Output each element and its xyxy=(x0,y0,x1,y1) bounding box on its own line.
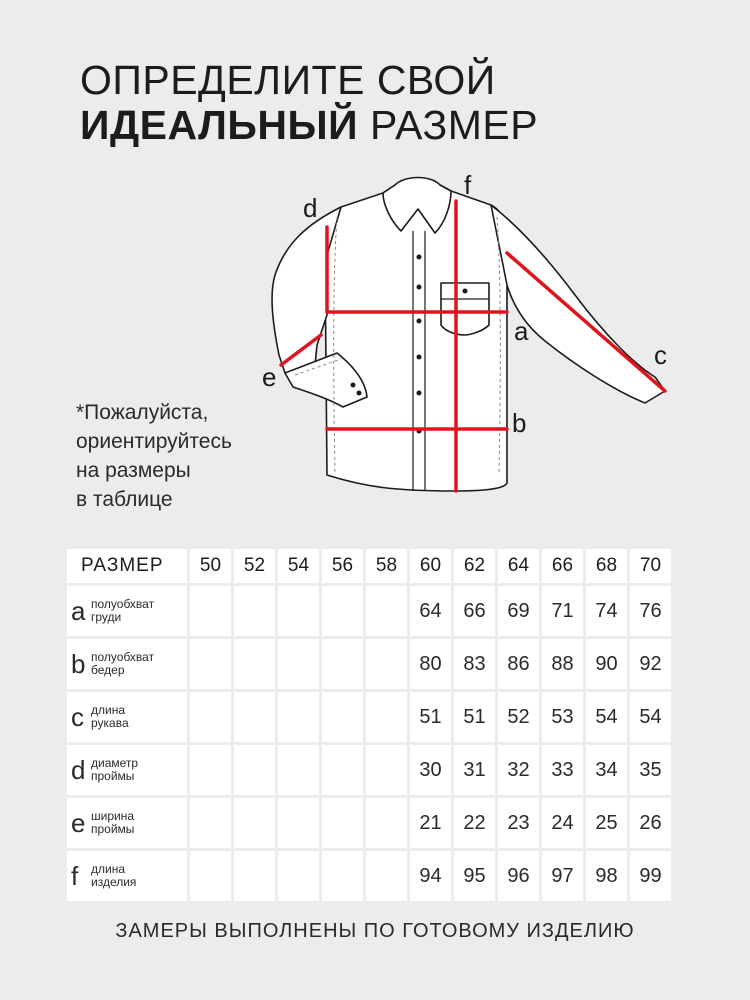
note-line: на размеры xyxy=(76,459,191,482)
table-cell: 31 xyxy=(454,745,495,795)
title-line-1: ОПРЕДЕЛИТЕ СВОЙ xyxy=(80,57,496,103)
table-cell: 33 xyxy=(542,745,583,795)
size-header-cell: 68 xyxy=(586,549,627,583)
table-row xyxy=(67,639,671,689)
row-letter: d xyxy=(71,754,86,785)
table-cell xyxy=(190,798,231,848)
table-cell xyxy=(278,745,319,795)
table-row xyxy=(67,692,671,742)
table-cell: 95 xyxy=(454,851,495,901)
table-cell: 26 xyxy=(630,798,671,848)
size-header-cell: 56 xyxy=(322,549,363,583)
dimension-label-c: c xyxy=(654,340,667,370)
table-cell xyxy=(190,745,231,795)
row-letter: f xyxy=(71,860,79,891)
table-cell: 22 xyxy=(454,798,495,848)
dimension-label-a: a xyxy=(514,316,529,346)
size-header-cell: 62 xyxy=(454,549,495,583)
row-description xyxy=(91,757,181,783)
table-cell xyxy=(322,798,363,848)
size-header-cell: 70 xyxy=(630,549,671,583)
row-label xyxy=(67,745,187,795)
table-cell xyxy=(278,798,319,848)
table-cell xyxy=(190,639,231,689)
size-header-cell: 54 xyxy=(278,549,319,583)
table-cell xyxy=(322,692,363,742)
table-cell: 94 xyxy=(410,851,451,901)
size-note xyxy=(76,398,232,514)
shirt-right-sleeve xyxy=(491,205,665,403)
table-cell xyxy=(322,851,363,901)
table-cell: 97 xyxy=(542,851,583,901)
row-label xyxy=(67,639,187,689)
row-description-line: бедер xyxy=(91,663,125,677)
table-cell xyxy=(234,745,275,795)
table-row xyxy=(67,851,671,901)
table-cell xyxy=(366,586,407,636)
table-cell: 32 xyxy=(498,745,539,795)
table-cell xyxy=(190,586,231,636)
row-description-line: длина xyxy=(91,703,126,717)
row-description-line: груди xyxy=(91,610,122,624)
table-cell xyxy=(234,639,275,689)
row-label xyxy=(67,851,187,901)
table-cell xyxy=(366,639,407,689)
row-description-line: ширина xyxy=(91,809,135,823)
table-cell: 88 xyxy=(542,639,583,689)
table-cell: 92 xyxy=(630,639,671,689)
table-cell: 51 xyxy=(410,692,451,742)
size-header-cell: 58 xyxy=(366,549,407,583)
size-table-body xyxy=(67,586,671,901)
row-letter: b xyxy=(71,648,86,679)
dimension-label-b: b xyxy=(512,408,527,438)
table-cell xyxy=(322,745,363,795)
table-cell: 23 xyxy=(498,798,539,848)
row-description-line: проймы xyxy=(91,822,135,836)
table-row xyxy=(67,798,671,848)
note-line: *Пожалуйста, xyxy=(76,401,209,424)
size-header-cell: 50 xyxy=(190,549,231,583)
table-cell: 86 xyxy=(498,639,539,689)
title-rest: РАЗМЕР xyxy=(358,102,539,148)
table-cell: 52 xyxy=(498,692,539,742)
size-table xyxy=(64,546,674,904)
table-cell: 30 xyxy=(410,745,451,795)
table-cell xyxy=(190,851,231,901)
row-description-line: рукава xyxy=(91,716,129,730)
row-description-line: полуобхват xyxy=(91,597,155,611)
table-cell: 66 xyxy=(454,586,495,636)
table-cell xyxy=(366,798,407,848)
table-cell xyxy=(278,586,319,636)
dimension-label-d: d xyxy=(303,193,318,223)
row-letter: e xyxy=(71,807,86,838)
note-line: в таблице xyxy=(76,488,173,511)
table-cell xyxy=(190,692,231,742)
table-cell: 51 xyxy=(454,692,495,742)
size-header-row xyxy=(67,549,671,583)
table-cell: 53 xyxy=(542,692,583,742)
size-header-cell: 60 xyxy=(410,549,451,583)
table-cell xyxy=(234,851,275,901)
row-description-line: полуобхват xyxy=(91,650,155,664)
table-row xyxy=(67,745,671,795)
dimension-label-e: e xyxy=(262,362,277,392)
size-header-label: РАЗМЕР xyxy=(67,549,187,583)
table-cell: 98 xyxy=(586,851,627,901)
row-description xyxy=(91,704,181,730)
table-cell: 25 xyxy=(586,798,627,848)
size-header-cell: 52 xyxy=(234,549,275,583)
table-cell: 64 xyxy=(410,586,451,636)
table-cell: 21 xyxy=(410,798,451,848)
row-label xyxy=(67,692,187,742)
table-cell xyxy=(322,639,363,689)
table-cell xyxy=(278,851,319,901)
table-cell: 80 xyxy=(410,639,451,689)
row-label xyxy=(67,798,187,848)
row-description xyxy=(91,651,181,677)
row-description-line: диаметр xyxy=(91,756,139,770)
table-cell: 99 xyxy=(630,851,671,901)
table-row xyxy=(67,586,671,636)
note-line: ориентируйтесь xyxy=(76,430,232,453)
page-title xyxy=(80,58,538,148)
row-description-line: длина xyxy=(91,862,126,876)
table-cell xyxy=(278,639,319,689)
row-label xyxy=(67,586,187,636)
row-description xyxy=(91,598,181,624)
table-cell: 69 xyxy=(498,586,539,636)
row-letter: c xyxy=(71,701,84,732)
table-cell: 83 xyxy=(454,639,495,689)
table-cell: 74 xyxy=(586,586,627,636)
row-description xyxy=(91,863,181,889)
title-line-2 xyxy=(80,103,538,148)
footer-note: ЗАМЕРЫ ВЫПОЛНЕНЫ ПО ГОТОВОМУ ИЗДЕЛИЮ xyxy=(115,920,635,942)
table-cell xyxy=(366,851,407,901)
table-cell: 71 xyxy=(542,586,583,636)
row-description-line: проймы xyxy=(91,769,135,783)
table-cell xyxy=(322,586,363,636)
table-cell xyxy=(234,798,275,848)
table-cell: 34 xyxy=(586,745,627,795)
size-header-cell: 66 xyxy=(542,549,583,583)
table-cell xyxy=(234,586,275,636)
table-cell xyxy=(366,692,407,742)
table-cell: 96 xyxy=(498,851,539,901)
table-cell xyxy=(278,692,319,742)
table-cell: 24 xyxy=(542,798,583,848)
row-description xyxy=(91,810,181,836)
shirt-body xyxy=(325,185,507,491)
table-cell: 35 xyxy=(630,745,671,795)
table-cell: 76 xyxy=(630,586,671,636)
shirt-diagram xyxy=(255,165,675,505)
table-cell xyxy=(366,745,407,795)
row-letter: a xyxy=(71,595,86,626)
row-description-line: изделия xyxy=(91,875,137,889)
table-cell xyxy=(234,692,275,742)
dimension-label-f: f xyxy=(464,170,472,200)
title-bold-word: ИДЕАЛЬНЫЙ xyxy=(80,102,359,148)
table-cell: 54 xyxy=(586,692,627,742)
size-header-cell: 64 xyxy=(498,549,539,583)
table-cell: 90 xyxy=(586,639,627,689)
table-cell: 54 xyxy=(630,692,671,742)
